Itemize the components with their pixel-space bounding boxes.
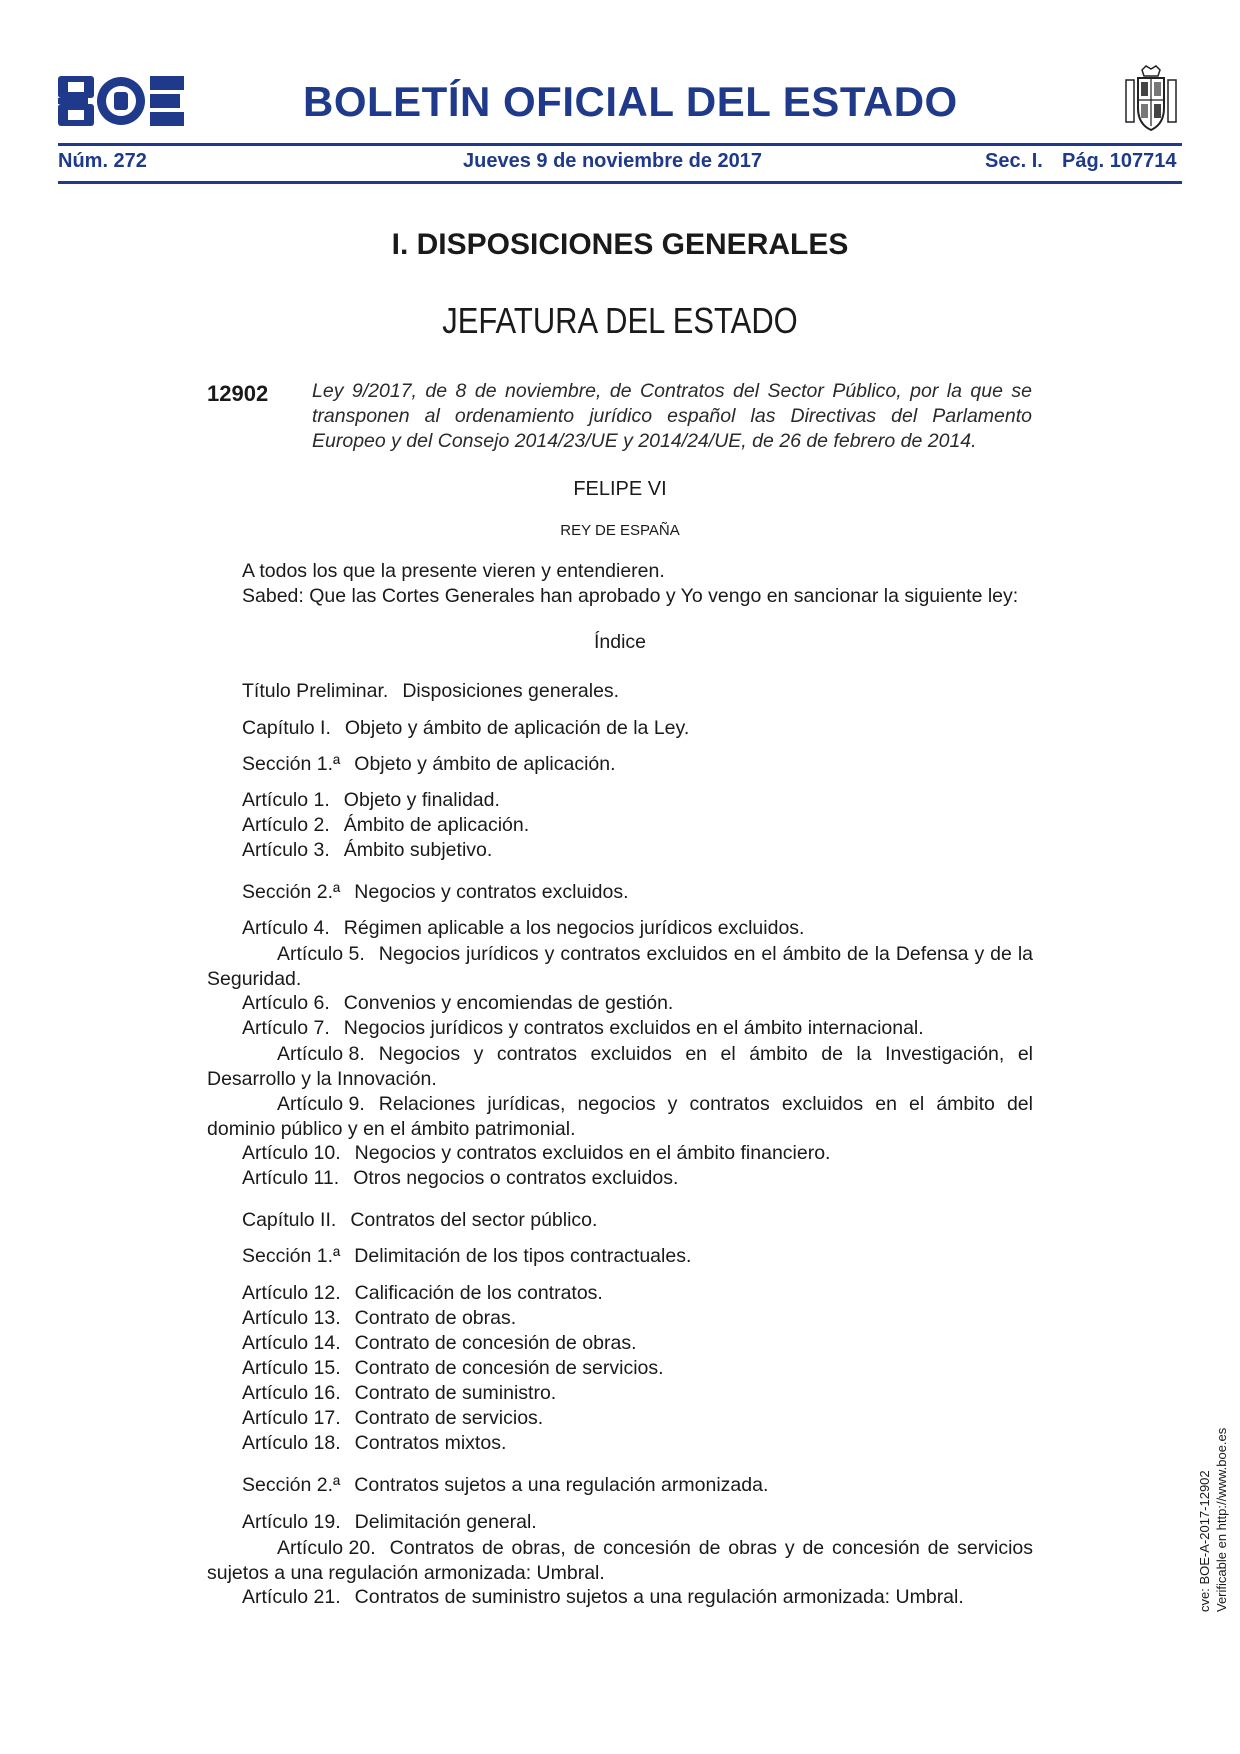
index-entry (207, 1536, 1033, 1586)
intro-line: A todos los que la presente vieren y entendieren. (242, 560, 665, 582)
index-entry-text: Negocios jurídicos y contratos excluidos en el ámbito internacional. (343, 1017, 924, 1039)
index-entry-text: Ámbito subjetivo. (343, 839, 493, 861)
index-entry-text: Contratos de suministro sujetos a una regulación armonizada: Umbral. (354, 1586, 964, 1608)
index-entry-text: Contratos del sector público. (350, 1209, 598, 1231)
index-entry-label: Artículo 11. (242, 1167, 340, 1189)
index-entry-text: Contratos mixtos. (354, 1432, 507, 1454)
index-entry-label: Sección 2.ª (242, 881, 341, 903)
index-entry-label: Artículo 18. (242, 1432, 341, 1454)
index-entry (242, 680, 619, 703)
index-entry-text: Contratos de obras, de concesión de obras y de concesión de servicios sujetos a una regulación armonizada: Umbral. (207, 1537, 1033, 1584)
index-entry-text: Negocios y contratos excluidos en el ámbito de la Investigación, el Desarrollo y la Innovación. (207, 1043, 1033, 1090)
index-entry-label: Artículo 19. (242, 1511, 341, 1533)
index-entry-label: Sección 1.ª (242, 1245, 341, 1267)
index-entry-text: Contrato de concesión de obras. (354, 1332, 637, 1354)
index-entry (242, 1332, 637, 1355)
department-title: JEFATURA DEL ESTADO (442, 300, 798, 341)
verify-url[interactable]: Verificable en http://www.boe.es (1214, 1427, 1229, 1612)
index-entry-label: Título Preliminar. (242, 680, 389, 702)
index-entry-text: Contrato de servicios. (354, 1407, 544, 1429)
issue-number: Núm. 272 (58, 150, 147, 172)
index-entry-text: Contrato de suministro. (354, 1382, 557, 1404)
index-entry-text: Objeto y ámbito de aplicación. (354, 753, 616, 775)
coat-of-arms-icon (1120, 64, 1182, 134)
index-entry-label: Artículo 7. (242, 1017, 330, 1039)
index-entry-label: Capítulo II. (242, 1209, 337, 1231)
index-entry-text: Convenios y encomiendas de gestión. (343, 992, 674, 1014)
index-entry-label: Capítulo I. (242, 717, 331, 739)
document-summary: Ley 9/2017, de 8 de noviembre, de Contratos del Sector Público, por la que se transponen al ordenamiento jurídico español las Directivas del Parlamento Europeo y del Consejo 2014/23/UE y 2014/24/UE, de 26 de febrero de 2014. (312, 380, 1032, 452)
index-entry-text: Ámbito de aplicación. (343, 814, 530, 836)
index-entry (242, 881, 629, 904)
index-entry (242, 753, 616, 776)
index-entry-text: Delimitación de los tipos contractuales. (354, 1245, 692, 1267)
index-entry (242, 1407, 543, 1430)
index-entry-text: Contratos sujetos a una regulación armonizada. (354, 1474, 769, 1496)
index-entry-text: Contrato de concesión de servicios. (354, 1357, 664, 1379)
boe-logo (58, 76, 184, 126)
intro-line: Sabed: Que las Cortes Generales han aprobado y Yo vengo en sancionar la siguiente ley: (242, 585, 1019, 607)
index-entry-text: Negocios y contratos excluidos. (354, 881, 629, 903)
index-entry-text: Objeto y finalidad. (343, 789, 500, 811)
gazette-header (58, 72, 1182, 132)
index-entry-text: Relaciones jurídicas, negocios y contratos excluidos en el ámbito del dominio público y en el ámbito patrimonial. (207, 1093, 1033, 1140)
index-entry-text: Objeto y ámbito de aplicación de la Ley. (344, 717, 690, 739)
header-rule-top (58, 143, 1182, 146)
index-entry (242, 1474, 768, 1497)
index-entry-label: Artículo 9. (277, 1093, 365, 1115)
index-entry (242, 717, 689, 740)
index-entry (242, 1432, 506, 1455)
issue-section: Sec. I. (985, 150, 1043, 172)
index-entry (242, 1357, 664, 1380)
page-number: Pág. 107714 (1062, 150, 1177, 172)
index-entry (207, 942, 1033, 992)
index-entry-label: Artículo 20. (277, 1537, 376, 1559)
index-entry-text: Contrato de obras. (354, 1307, 517, 1329)
index-entry-label: Artículo 15. (242, 1357, 341, 1379)
index-entry (242, 992, 673, 1015)
index-entry (242, 1382, 556, 1405)
index-entry-text: Régimen aplicable a los negocios jurídicos excluidos. (343, 917, 805, 939)
index-entry (207, 1042, 1033, 1092)
index-entry-text: Disposiciones generales. (402, 680, 620, 702)
index-entry (242, 1282, 603, 1305)
index-entry-label: Artículo 6. (242, 992, 330, 1014)
index-entry-text: Otros negocios o contratos excluidos. (353, 1167, 679, 1189)
index-entry (242, 1586, 964, 1609)
index-entry-text: Negocios y contratos excluidos en el ámbito financiero. (354, 1142, 831, 1164)
index-entry-label: Sección 2.ª (242, 1474, 341, 1496)
index-entry-label: Artículo 16. (242, 1382, 341, 1404)
index-entry (242, 1245, 691, 1268)
index-entry-text: Calificación de los contratos. (354, 1282, 603, 1304)
index-entry-text: Delimitación general. (354, 1511, 537, 1533)
index-entry (242, 1307, 516, 1330)
index-entry (207, 1092, 1033, 1142)
section-title: I. DISPOSICIONES GENERALES (391, 228, 849, 261)
index-entry (242, 789, 500, 812)
index-entry (242, 839, 492, 862)
index-entry-label: Artículo 21. (242, 1586, 341, 1608)
index-entry-text: Negocios jurídicos y contratos excluidos en el ámbito de la Defensa y de la Seguridad. (207, 943, 1033, 990)
index-entry-label: Artículo 13. (242, 1307, 341, 1329)
cve-code: cve: BOE-A-2017-12902 (1197, 1470, 1212, 1612)
index-entry (242, 1167, 678, 1190)
index-entry-label: Artículo 14. (242, 1332, 341, 1354)
index-entry-label: Artículo 8. (277, 1043, 365, 1065)
index-entry (242, 1209, 597, 1232)
index-entry-label: Artículo 2. (242, 814, 330, 836)
index-entry-label: Sección 1.ª (242, 753, 341, 775)
index-entry (242, 1142, 830, 1165)
index-title: Índice (593, 631, 647, 653)
index-entry (242, 1511, 537, 1534)
king-title: REY DE ESPAÑA (560, 522, 680, 539)
header-rule-bottom (58, 181, 1182, 184)
index-entry-label: Artículo 3. (242, 839, 330, 861)
king-name: FELIPE VI (573, 478, 667, 500)
index-entry-label: Artículo 17. (242, 1407, 341, 1429)
issue-date: Jueves 9 de noviembre de 2017 (463, 150, 763, 172)
index-entry-label: Artículo 12. (242, 1282, 341, 1304)
gazette-title: BOLETÍN OFICIAL DEL ESTADO (303, 78, 958, 125)
index-entry (242, 917, 804, 940)
index-entry (242, 814, 529, 837)
index-entry-label: Artículo 10. (242, 1142, 341, 1164)
verification-sidebar (1196, 1428, 1230, 1612)
index-entry (242, 1017, 924, 1040)
index-entry-label: Artículo 1. (242, 789, 330, 811)
document-number: 12902 (207, 381, 269, 406)
index-entry-label: Artículo 4. (242, 917, 330, 939)
index-entry-label: Artículo 5. (277, 943, 365, 965)
